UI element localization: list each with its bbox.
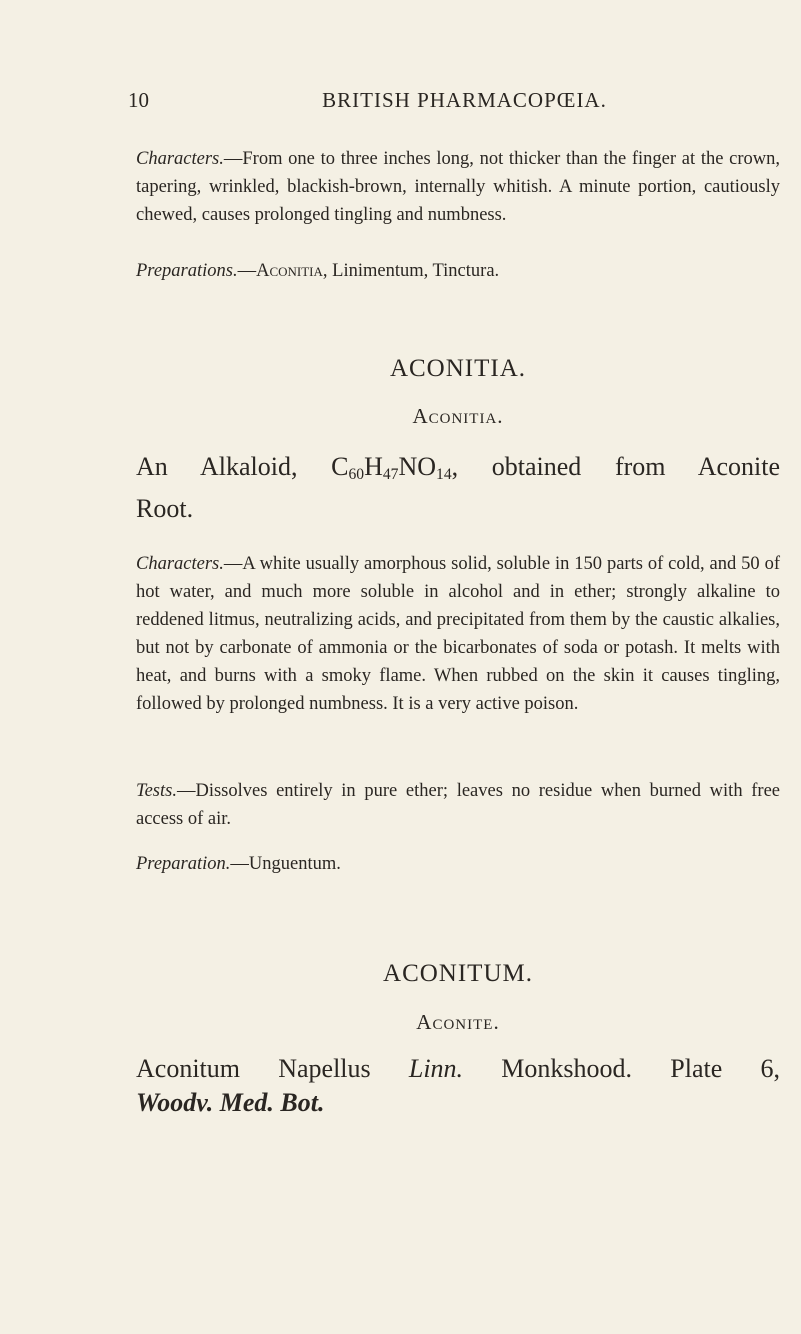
aconitia-subheading-text: Aconitia xyxy=(412,404,498,428)
formula-h: H xyxy=(364,452,383,481)
aconitia-preparation-text: —Unguentum. xyxy=(230,854,341,874)
aconitia-characters-block xyxy=(136,550,780,718)
preparations-aconitia: Aconitia xyxy=(256,261,323,281)
aconitia-definition-line1 xyxy=(136,450,780,492)
aconitum-reference: Woodv. Med. Bot. xyxy=(136,1088,325,1117)
aconitia-definition-line2: Root. xyxy=(136,493,194,523)
aconitum-linn: Linn. xyxy=(408,1054,464,1083)
formula-c-subscript: 60 xyxy=(348,465,365,483)
aconitia-subheading-block xyxy=(136,404,780,429)
aconitia-tests-text: —Dissolves entirely in pure ether; leaves no residue when burned with free access of air. xyxy=(136,781,780,829)
aconitia-heading-block xyxy=(136,355,780,383)
aconitia-tests xyxy=(136,777,780,833)
aconitum-subheading-block xyxy=(136,1010,780,1035)
aconitia-heading: ACONITIA. xyxy=(389,355,527,382)
aconitum-subheading xyxy=(136,1010,780,1035)
aconitia-subheading xyxy=(136,404,780,429)
aconitia-preparation-block xyxy=(136,850,780,878)
running-title: BRITISH PHARMACOPŒIA. xyxy=(322,88,607,112)
aconitia-tests-block xyxy=(136,777,780,833)
aconitia-preparation-label: Preparation. xyxy=(136,854,231,874)
aconitum-subheading-dot: . xyxy=(493,1010,500,1034)
definition-post: , obtained from Aconite xyxy=(451,452,781,481)
aconite-root-preparations xyxy=(136,257,780,285)
aconite-root-characters xyxy=(136,145,780,229)
page-number: 10 xyxy=(128,88,149,112)
aconitia-characters-text: —A white usually amorphous solid, soluble in 150 parts of cold, and 50 of hot water, and much more soluble in alcohol and in ether; strongly alkaline to reddened litmus, neutralizing acids, and precipitated from them by the caustic alkalies, but not by carbonate of ammonia or the bicarbonates of soda or potash. It melts with heat, and burns with a smoky flame. When rubbed on the skin it causes tingling, followed by prolonged numbness. It is a very active poison. xyxy=(136,554,780,714)
aconitia-characters xyxy=(136,550,780,718)
aconitia-definition xyxy=(136,450,780,526)
aconitum-heading-block xyxy=(136,960,780,988)
aconitia-tests-label: Tests. xyxy=(136,781,177,801)
formula-o-subscript: 14 xyxy=(436,465,452,483)
preparations-dash: — xyxy=(237,261,257,281)
aconite-root-section xyxy=(136,145,780,229)
aconitum-heading: ACONITUM. xyxy=(383,960,533,987)
preparations-label: Preparations. xyxy=(136,261,238,281)
definition-pre: An Alkaloid, C xyxy=(136,452,349,481)
preparations-paragraph xyxy=(136,257,780,285)
aconitum-definition-line2 xyxy=(136,1086,780,1120)
aconitum-subheading-text: Aconite xyxy=(416,1010,494,1034)
aconitum-definition xyxy=(136,1052,780,1120)
formula-no: NO xyxy=(398,452,437,481)
preparations-rest: , Linimentum, Tinctura. xyxy=(322,261,500,281)
aconitum-definition-line1 xyxy=(136,1052,780,1086)
formula-h-subscript: 47 xyxy=(382,465,399,483)
characters-label: Characters. xyxy=(136,149,224,169)
page-header xyxy=(128,88,761,118)
characters-text: —From one to three inches long, not thicker than the finger at the crown, tapering, wrinkled, blackish-brown, internally whitish. A minute portion, cautiously chewed, causes prolonged tingling and numbness. xyxy=(136,149,780,225)
aconitia-characters-label: Characters. xyxy=(136,554,224,574)
aconitia-preparation xyxy=(136,850,780,878)
aconitum-name-post: Monkshood. Plate 6, xyxy=(501,1054,780,1083)
aconitia-subheading-dot: . xyxy=(497,404,504,428)
aconitum-name: Aconitum Napellus xyxy=(136,1054,371,1083)
